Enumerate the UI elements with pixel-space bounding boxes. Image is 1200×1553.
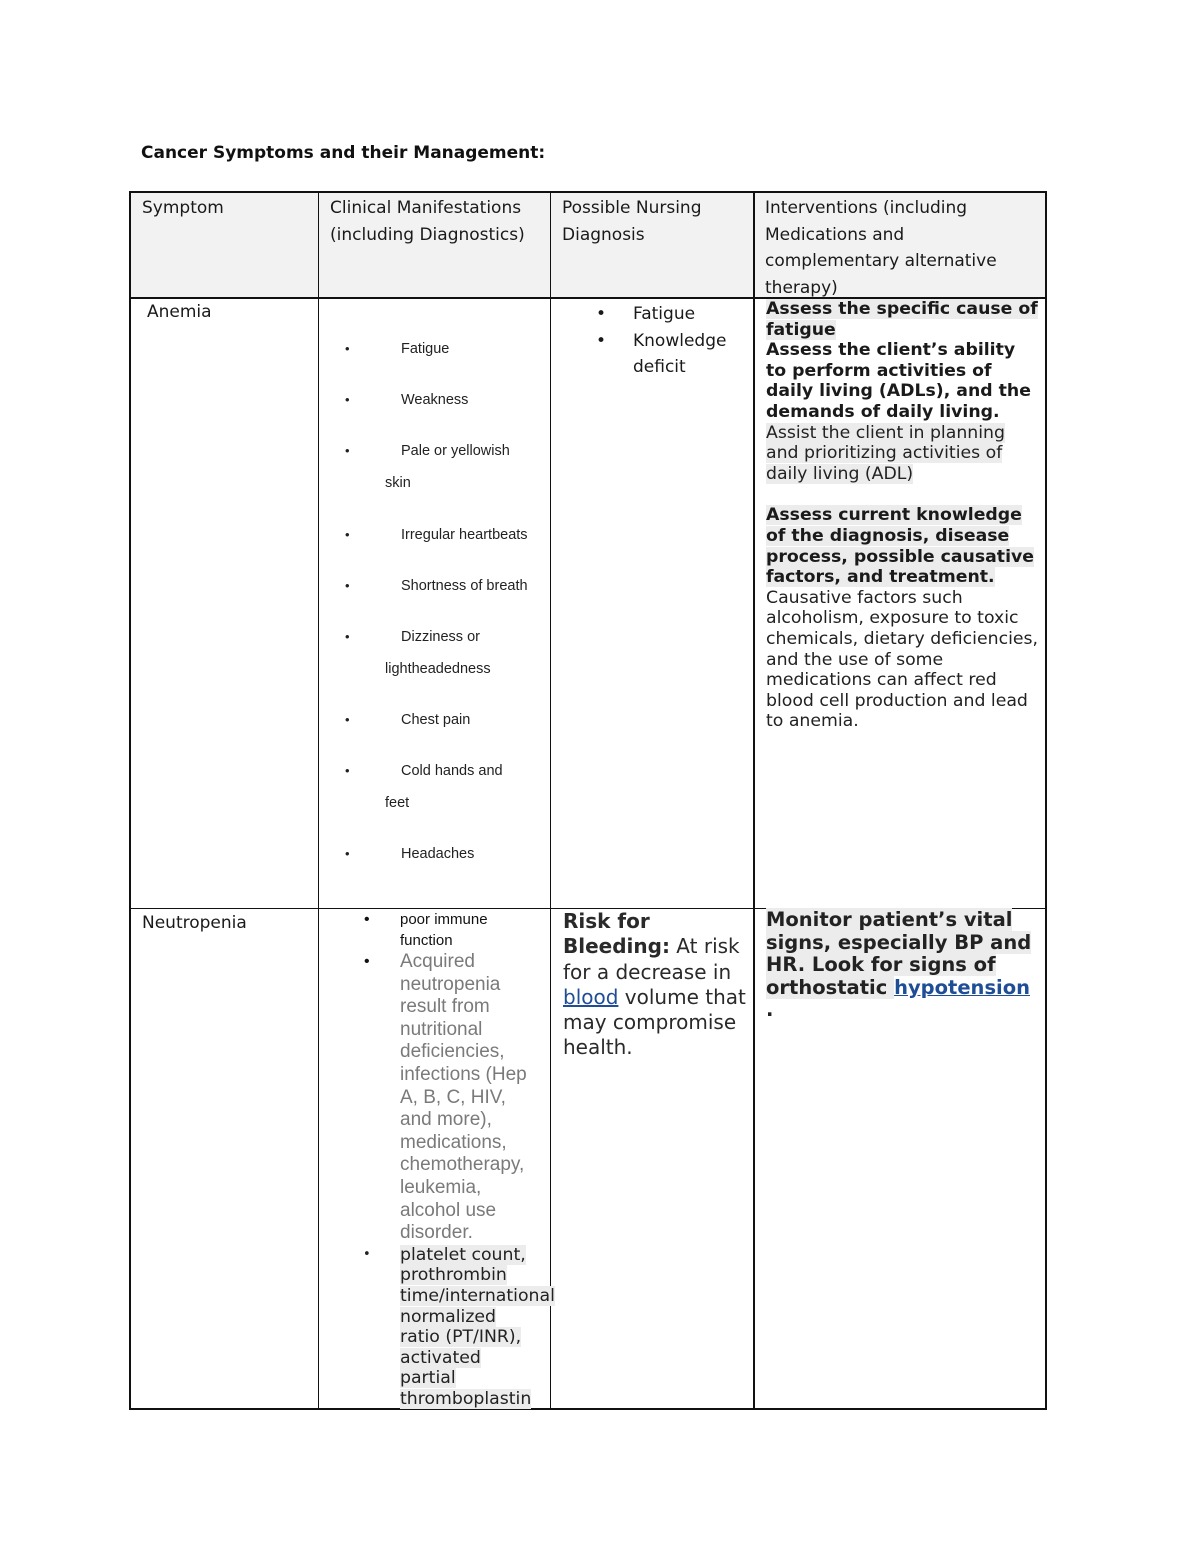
column-divider: [318, 193, 319, 1408]
header-symptom: Symptom: [142, 198, 224, 218]
list-item: • platelet count, prothrombin time/international normalized ratio (PT/INR), activated partial thromboplastin: [363, 1244, 555, 1409]
bullet-icon: •: [345, 763, 350, 778]
diagnosis-risk-bleeding: Risk for Bleeding:: [563, 909, 670, 959]
anemia-diagnosis-list: [596, 301, 743, 381]
intervention-assist-planning: Assist the client in planning and prioritizing activities of daily living (ADL): [766, 422, 1005, 484]
list-item: • Weakness: [385, 384, 545, 435]
list-item: • Cold hands and feet: [368, 755, 516, 838]
symptom-neutropenia: Neutropenia: [142, 913, 247, 933]
list-item: • Pale or yellowish skin: [368, 435, 518, 519]
list-item: • Acquired neutropenia result from nutritional deficiencies, infections (Hep A, B, C, HIV, and more), medications, chemotherapy, leukemia, alcohol use disorder.: [364, 951, 527, 1244]
intervention-causative-factors: Causative factors such alcoholism, exposure to toxic chemicals, dietary deficiencies, and the use of some medications can affect red blood cell production and lead to anemia.: [766, 587, 1039, 732]
neutropenia-manifestations-list: [363, 909, 555, 1409]
blood-link[interactable]: blood: [563, 984, 619, 1009]
anemia-interventions: [766, 299, 1041, 732]
anemia-manifestations-list: [345, 333, 545, 889]
header-interventions: Interventions (including Medications and complementary alternative therapy): [765, 198, 997, 298]
column-divider: [753, 193, 755, 1408]
list-item: • Chest pain: [385, 704, 545, 755]
page-title: Cancer Symptoms and their Management:: [141, 143, 546, 163]
bullet-icon: •: [345, 443, 350, 458]
list-item: • Headaches: [385, 838, 545, 889]
list-item: • poor immune function: [364, 911, 488, 949]
neutropenia-interventions: Monitor patient’s vital signs, especially BP and HR. Look for signs of orthostatic hypotension .: [766, 908, 1032, 1022]
bullet-icon: •: [596, 330, 607, 351]
symptom-anemia: Anemia: [147, 302, 212, 322]
bullet-icon: •: [345, 578, 350, 593]
list-item: • Fatigue: [385, 333, 545, 384]
bullet-icon: •: [345, 629, 350, 644]
symptoms-table: [129, 191, 1047, 1410]
intervention-assess-adl: Assess the client’s ability to perform activities of daily living (ADLs), and the demands of daily living.: [766, 340, 1031, 422]
list-item: • Knowledge deficit: [633, 328, 743, 381]
list-item: • Fatigue: [633, 301, 743, 328]
bullet-icon: •: [364, 911, 370, 928]
bullet-icon: •: [345, 341, 350, 356]
list-item: • Shortness of breath: [385, 570, 545, 621]
header-nursing-diagnosis: Possible Nursing Diagnosis: [562, 198, 702, 245]
list-item: • Irregular heartbeats: [385, 519, 545, 570]
bullet-icon: •: [364, 953, 370, 970]
bullet-icon: •: [345, 527, 350, 542]
header-clinical-manifestations: Clinical Manifestations (including Diagnostics): [330, 198, 525, 245]
intervention-assess-knowledge: Assess current knowledge of the diagnosis, disease process, possible causative factors, and treatment.: [766, 505, 1034, 588]
bullet-icon: •: [363, 1246, 371, 1262]
hypotension-link[interactable]: hypotension: [894, 975, 1031, 999]
list-item: • Dizziness or lightheadedness: [368, 621, 503, 704]
neutropenia-diagnosis: Risk for Bleeding: At risk for a decrease in blood volume that may compromise health.: [563, 909, 746, 1060]
bullet-icon: •: [345, 392, 350, 407]
intervention-assess-fatigue: Assess the specific cause of fatigue: [766, 299, 1038, 340]
bullet-icon: •: [596, 304, 607, 324]
bullet-icon: •: [345, 846, 350, 861]
bullet-icon: •: [345, 712, 350, 727]
column-divider: [550, 193, 551, 1408]
